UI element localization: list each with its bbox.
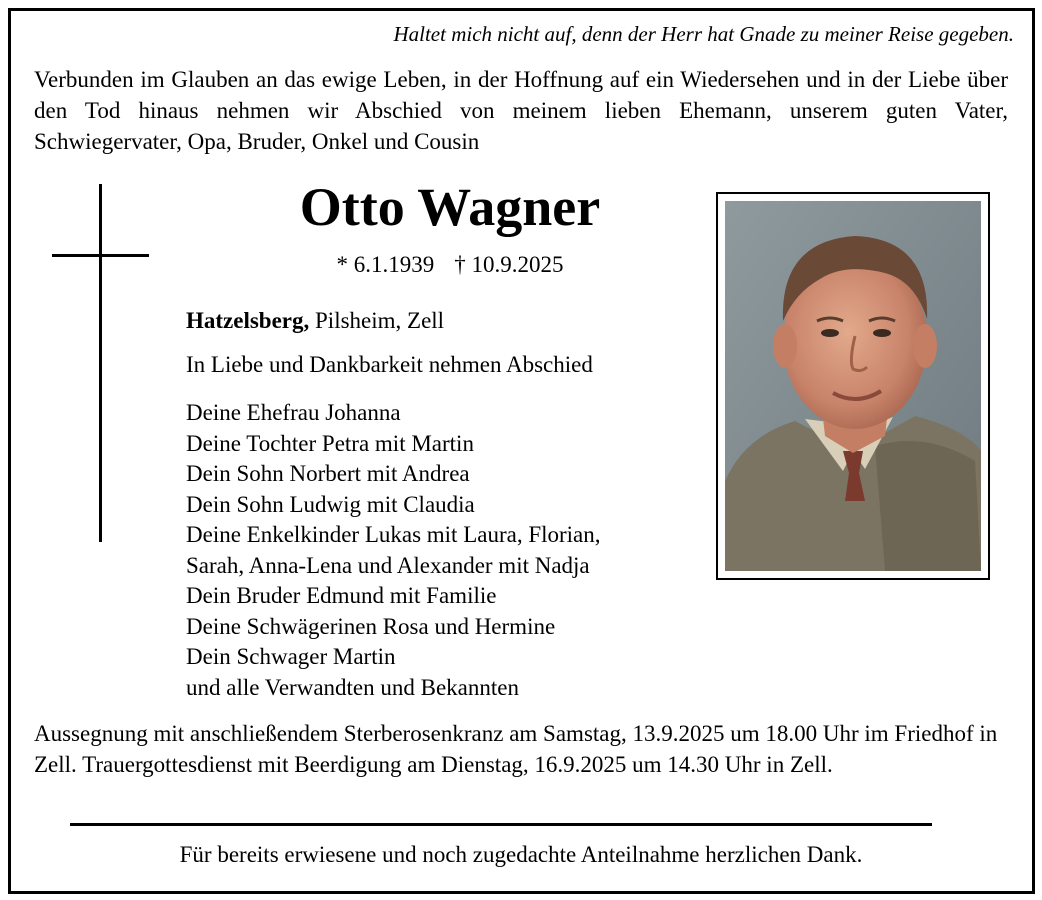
thanks-line: Für bereits erwiesene und noch zugedachte Anteilnahme herzlichen Dank. [179, 842, 863, 867]
mourner-line: Dein Sohn Norbert mit Andrea [186, 461, 470, 486]
mourner-line: Dein Bruder Edmund mit Familie [186, 583, 497, 608]
divider [70, 823, 932, 826]
residence-primary: Hatzelsberg, [186, 308, 310, 333]
service-info: Aussegnung mit anschließendem Sterberosenkranz am Samstag, 13.9.2025 um 18.00 Uhr im Friedhof in Zell. Trauergottesdienst mit Beerdigung am Dienstag, 16.9.2025 um 14.30 Uhr in Zell. [34, 721, 998, 777]
residence [186, 308, 444, 334]
farewell-line: In Liebe und Dankbarkeit nehmen Abschied [186, 352, 593, 377]
cross-icon-vertical [99, 184, 102, 542]
mourner-line: Deine Ehefrau Johanna [186, 400, 401, 425]
cross-icon-horizontal [52, 254, 149, 257]
bible-motto: Haltet mich nicht auf, denn der Herr hat Gnade zu meiner Reise gegeben. [393, 22, 1014, 46]
death-date: † 10.9.2025 [454, 252, 564, 277]
residence-rest: Pilsheim, Zell [309, 308, 445, 333]
mourner-line: Deine Tochter Petra mit Martin [186, 430, 474, 456]
deceased-name: Otto Wagner [299, 177, 601, 237]
mourner-line: Deine Schwägerinen Rosa und Hermine [186, 613, 556, 639]
mourner-line: Sarah, Anna-Lena und Alexander mit Nadja [186, 552, 590, 578]
mourner-line: und alle Verwandten und Bekannten [186, 674, 519, 700]
mourner-line: Dein Sohn Ludwig mit Claudia [186, 491, 475, 517]
birth-date: * 6.1.1939 [336, 252, 435, 277]
intro-text: Verbunden im Glauben an das ewige Leben, in der Hoffnung auf ein Wiedersehen und in der Liebe über den Tod hinaus nehmen wir Abschied von meinem lieben Ehemann, unserem guten Vater, Schwiegervater, Opa, Bruder, Onkel und Cousin [34, 67, 1008, 154]
portrait-frame [716, 192, 990, 580]
life-dates [200, 252, 700, 278]
mourner-line: Deine Enkelkinder Lukas mit Laura, Florian, [186, 522, 601, 547]
mourner-line: Dein Schwager Martin [186, 644, 396, 669]
portrait-photo [725, 201, 981, 571]
mourners-list [186, 398, 601, 703]
